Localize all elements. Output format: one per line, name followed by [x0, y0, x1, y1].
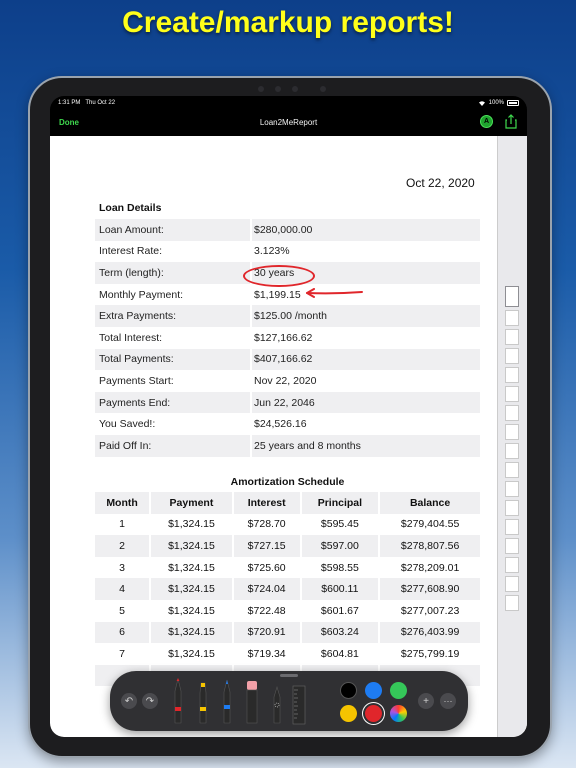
page-thumbnail-strip[interactable] [497, 136, 527, 737]
table-cell: 5 [119, 604, 125, 617]
table-cell: $725.60 [233, 557, 301, 579]
table-cell: $277,007.23 [379, 600, 480, 622]
table-cell: $1,324.15 [150, 643, 233, 665]
report-page [50, 136, 527, 737]
ink-arrow-annotation[interactable] [305, 288, 365, 300]
table-cell: $1,324.15 [150, 600, 233, 622]
table-row [95, 600, 480, 622]
table-cell: $722.48 [233, 600, 301, 622]
detail-value: $407,166.62 [250, 349, 480, 371]
detail-value: 3.123% [250, 241, 480, 263]
color-swatch-blue[interactable] [365, 682, 382, 699]
table-cell: $277,608.90 [379, 578, 480, 600]
page-thumbnail[interactable] [505, 538, 519, 554]
highlighter-icon[interactable] [198, 681, 208, 725]
loan-details-title: Loan Details [99, 202, 162, 214]
detail-label: Paid Off In: [99, 439, 152, 452]
document-title: Loan2MeReport [259, 117, 318, 127]
column-header: Principal [301, 492, 380, 514]
page-thumbnail[interactable] [505, 386, 519, 402]
navigation-bar [50, 110, 527, 134]
detail-value: $1,199.15 [250, 284, 480, 306]
table-row [95, 578, 480, 600]
palette-drag-handle[interactable] [280, 674, 298, 677]
undo-icon[interactable]: ↶ [121, 693, 137, 709]
detail-value: 25 years and 8 months [250, 435, 480, 457]
column-header: Payment [150, 492, 233, 514]
detail-row [95, 349, 480, 371]
page-thumbnail[interactable] [505, 481, 519, 497]
markup-toggle-button[interactable] [480, 115, 493, 128]
table-cell: 3 [119, 561, 125, 574]
loan-details-section [95, 198, 480, 457]
table-row [95, 557, 480, 579]
color-wheel-icon[interactable] [390, 705, 407, 722]
page-thumbnail[interactable] [505, 557, 519, 573]
column-header: Interest [233, 492, 301, 514]
eraser-icon[interactable] [246, 679, 258, 725]
table-cell: $600.11 [301, 578, 380, 600]
report-date: Oct 22, 2020 [406, 176, 475, 190]
table-row [95, 622, 480, 644]
detail-row [95, 370, 480, 392]
table-cell: $603.24 [301, 622, 380, 644]
done-button[interactable]: Done [59, 117, 79, 127]
color-swatch-red-selected[interactable] [365, 705, 382, 722]
table-cell: $598.55 [301, 557, 380, 579]
color-swatch-black[interactable] [340, 682, 357, 699]
lasso-icon[interactable] [272, 685, 282, 725]
amortization-title: Amortization Schedule [230, 476, 345, 488]
page-thumbnail[interactable] [505, 519, 519, 535]
pencil-icon[interactable] [222, 679, 232, 725]
page-thumbnail[interactable] [505, 310, 519, 326]
sensor-dot [320, 86, 326, 92]
table-cell: 1 [119, 518, 125, 531]
markup-icon: A [483, 118, 490, 125]
table-row [95, 643, 480, 665]
table-cell: 6 [95, 622, 150, 644]
camera-icon [275, 86, 281, 92]
table-cell: 2 [95, 535, 150, 557]
detail-value: $280,000.00 [250, 219, 480, 241]
page-thumbnail[interactable] [505, 329, 519, 345]
page-thumbnail[interactable] [505, 286, 519, 307]
page-thumbnail[interactable] [505, 405, 519, 421]
detail-label: Payments Start: [99, 374, 174, 387]
sensor-dot [292, 86, 298, 92]
table-cell: $276,403.99 [379, 622, 480, 644]
table-cell: $1,324.15 [150, 557, 233, 579]
page-thumbnail[interactable] [505, 595, 519, 611]
table-cell: $595.45 [301, 514, 380, 536]
page-thumbnail[interactable] [505, 576, 519, 592]
page-thumbnail[interactable] [505, 462, 519, 478]
wifi-icon [478, 100, 486, 106]
detail-label: Interest Rate: [99, 245, 163, 258]
detail-row [95, 327, 480, 349]
markup-tool-palette [110, 671, 468, 731]
table-cell: $719.34 [233, 643, 301, 665]
plus-icon[interactable]: + [418, 693, 434, 709]
table-cell: $724.04 [233, 578, 301, 600]
more-icon[interactable]: ··· [440, 693, 456, 709]
column-header: Month [95, 492, 150, 514]
table-row [95, 535, 480, 557]
detail-label: Loan Amount: [99, 223, 164, 236]
detail-value: $125.00 /month [250, 305, 480, 327]
promo-headline: Create/markup reports! [122, 6, 454, 39]
table-cell: $278,807.56 [379, 535, 480, 557]
table-cell: $727.15 [233, 535, 301, 557]
redo-icon[interactable]: ↷ [142, 693, 158, 709]
table-cell: $1,324.15 [150, 622, 233, 644]
battery-percent: 100% [488, 100, 504, 106]
detail-row [95, 219, 480, 241]
detail-row [95, 284, 480, 306]
ink-circle-annotation[interactable] [243, 265, 315, 287]
pen-icon[interactable] [173, 677, 183, 725]
table-cell: 7 [119, 647, 125, 660]
ruler-icon[interactable] [292, 685, 306, 725]
table-cell: $604.81 [301, 643, 380, 665]
detail-label: You Saved!: [99, 418, 156, 431]
table-cell: $597.00 [301, 535, 380, 557]
table-row [95, 514, 480, 536]
status-bar [50, 96, 527, 110]
battery-icon [507, 100, 519, 106]
amortization-table [95, 492, 480, 686]
table-cell: $278,209.01 [379, 557, 480, 579]
color-swatch-green[interactable] [390, 682, 407, 699]
detail-value: Jun 22, 2046 [250, 392, 480, 414]
column-header: Balance [379, 492, 480, 514]
share-icon[interactable] [505, 114, 517, 129]
detail-label: Total Interest: [99, 331, 163, 344]
page-thumbnail[interactable] [505, 367, 519, 383]
detail-row [95, 413, 480, 435]
table-cell: $728.70 [233, 514, 301, 536]
detail-row [95, 241, 480, 263]
status-date: Thu Oct 22 [85, 100, 116, 106]
table-cell: $1,324.15 [150, 514, 233, 536]
table-cell: $601.67 [301, 600, 380, 622]
detail-value: Nov 22, 2020 [250, 370, 480, 392]
table-cell: $1,324.15 [150, 578, 233, 600]
detail-row [95, 435, 480, 457]
table-cell: 4 [95, 578, 150, 600]
table-cell: $1,324.15 [150, 535, 233, 557]
detail-row [95, 392, 480, 414]
detail-label: Total Payments: [99, 353, 174, 366]
detail-row [95, 305, 480, 327]
sensor-dot [258, 86, 264, 92]
table-header-row [95, 492, 480, 514]
detail-label: Term (length): [99, 266, 164, 279]
detail-value: $24,526.16 [250, 413, 480, 435]
detail-value: $127,166.62 [250, 327, 480, 349]
ipad-screen [50, 96, 527, 737]
detail-label: Extra Payments: [99, 310, 177, 323]
color-swatch-yellow[interactable] [340, 705, 357, 722]
table-cell: $275,799.19 [379, 643, 480, 665]
detail-label: Monthly Payment: [99, 288, 184, 301]
detail-value: 30 years [250, 262, 480, 284]
page-thumbnail[interactable] [505, 500, 519, 516]
page-thumbnail[interactable] [505, 443, 519, 459]
page-thumbnail[interactable] [505, 424, 519, 440]
table-cell: $279,404.55 [379, 514, 480, 536]
page-thumbnail[interactable] [505, 348, 519, 364]
table-cell: $720.91 [233, 622, 301, 644]
status-time: 1:31 PM [58, 100, 81, 106]
detail-label: Payments End: [99, 396, 171, 409]
